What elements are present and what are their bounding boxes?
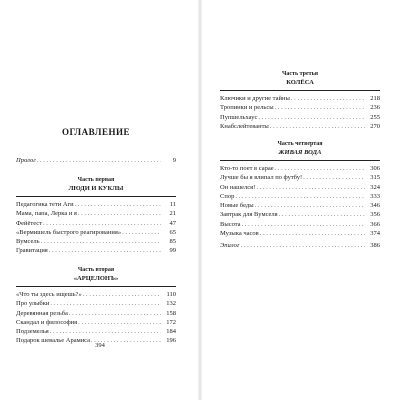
part-title: ЛЮДИ И КУКЛЫ — [68, 185, 124, 192]
entry-page: 270 — [370, 122, 380, 130]
toc-entry[interactable] — [16, 327, 176, 336]
divider — [220, 90, 380, 91]
entry-title: Завтрак для Вумселя — [220, 211, 278, 219]
toc-entry[interactable] — [16, 299, 176, 308]
part-label: Часть третья — [281, 71, 319, 77]
toc-entry[interactable] — [16, 209, 176, 218]
entry-title: Музыка часов — [220, 230, 259, 238]
entry-page: 196 — [166, 337, 176, 345]
toc-entry[interactable] — [16, 246, 176, 255]
divider — [16, 196, 176, 197]
toc-entry-epilogue[interactable] — [220, 241, 380, 250]
entry-title: Он нашелся! — [220, 183, 256, 191]
toc-entry[interactable] — [16, 200, 176, 209]
entry-title: «Что ты здесь ищешь?» — [16, 291, 82, 298]
toc-entry[interactable] — [220, 173, 380, 182]
entry-title: Кто-то поет в сарае — [220, 165, 274, 172]
part-label: Часть первая — [77, 177, 115, 183]
toc-entry[interactable] — [16, 318, 176, 327]
toc-entry[interactable] — [16, 219, 176, 228]
entry-page: 366 — [370, 220, 380, 228]
toc-entry[interactable] — [220, 103, 380, 112]
entry-title: Скандал и философия — [16, 318, 78, 326]
entry-page: 47 — [169, 219, 176, 227]
entry-title: Подарок шевалье Арамиса — [16, 337, 91, 345]
part-title: КОЛЁСА — [286, 79, 314, 86]
entry-title: Новые беды — [220, 202, 254, 210]
entry-page: 315 — [370, 174, 380, 182]
toc-entry[interactable] — [220, 192, 380, 201]
toc-entry[interactable] — [220, 201, 380, 210]
entry-page: 218 — [370, 95, 380, 102]
entry-page: 99 — [169, 247, 176, 255]
entry-title: Педагогика тети Аги — [16, 201, 74, 208]
entry-page: 132 — [166, 300, 176, 308]
part-label: Часть четвертая — [277, 141, 323, 147]
entry-title: Фейётест — [16, 219, 42, 227]
entry-page: 236 — [370, 104, 380, 112]
part-4 — [220, 140, 380, 251]
part-title: «АРЦЕЛОНЪ» — [73, 275, 119, 282]
entry-page: 346 — [370, 202, 380, 210]
toc-entry[interactable] — [220, 94, 380, 103]
part-title: ЖИВАЯ ВОДА — [278, 149, 322, 156]
toc-entry[interactable] — [16, 237, 176, 246]
entry-title: Гравитация — [16, 247, 48, 255]
entry-title: Мама, папа, Лерка и я — [16, 210, 77, 218]
toc-entry[interactable] — [16, 309, 176, 318]
toc-entry[interactable] — [220, 113, 380, 122]
toc-entry[interactable] — [220, 183, 380, 192]
toc-heading: ОГЛАВЛЕНИЕ — [62, 127, 130, 137]
entry-page: 306 — [370, 165, 380, 172]
toc-entry[interactable] — [16, 290, 176, 299]
entry-title: «Вермишель быстрого реагирования» — [16, 228, 122, 236]
entry-title: Вумсель — [16, 238, 40, 246]
entry-page: 172 — [166, 318, 176, 326]
entry-title: Ключики и другие тайны — [220, 95, 290, 102]
prologue-block — [16, 156, 176, 165]
page-number: 394 — [95, 342, 105, 349]
entry-title: Тропинки и рельсы — [220, 104, 274, 112]
entry-title: Пролог — [16, 157, 36, 164]
entry-page: 324 — [370, 183, 380, 191]
book-gutter — [198, 0, 202, 400]
entry-title: Эпилог — [220, 242, 240, 250]
divider — [220, 160, 380, 161]
entry-page: 11 — [169, 201, 176, 208]
entry-title: Спор — [220, 192, 235, 200]
toc-entry[interactable] — [220, 210, 380, 219]
entry-page: 255 — [370, 113, 380, 121]
toc-entry[interactable] — [220, 229, 380, 238]
entry-page: 158 — [166, 309, 176, 317]
entry-page: 386 — [370, 242, 380, 250]
entry-title: Пупшельхаус — [220, 113, 258, 121]
part-1 — [16, 176, 176, 256]
toc-entry[interactable] — [16, 228, 176, 237]
entry-page: 9 — [172, 157, 176, 164]
entry-page: 374 — [370, 230, 380, 238]
entry-title: Лучше бы я влипал по футбу! — [220, 174, 303, 182]
part-3 — [220, 70, 380, 131]
toc-entry[interactable] — [220, 164, 380, 173]
part-2 — [16, 266, 176, 346]
entry-page: 65 — [169, 228, 176, 236]
toc-entry[interactable] — [220, 122, 380, 131]
part-label: Часть вторая — [77, 267, 115, 273]
entry-title: Высота — [220, 220, 241, 228]
entry-title: Кнабслейтеванты — [220, 122, 269, 130]
entry-title: Деревянная резьба — [16, 309, 68, 317]
entry-page: 333 — [370, 192, 380, 200]
toc-entry[interactable] — [220, 220, 380, 229]
entry-page: 184 — [166, 328, 176, 336]
toc-entry-prologue[interactable] — [16, 156, 176, 165]
divider — [16, 286, 176, 287]
entry-page: 85 — [169, 238, 176, 246]
entry-page: 110 — [166, 291, 176, 298]
entry-page: 356 — [370, 211, 380, 219]
entry-title: Подземелья — [16, 328, 49, 336]
entry-page: 21 — [169, 210, 176, 218]
entry-title: Про улыбки — [16, 300, 50, 308]
